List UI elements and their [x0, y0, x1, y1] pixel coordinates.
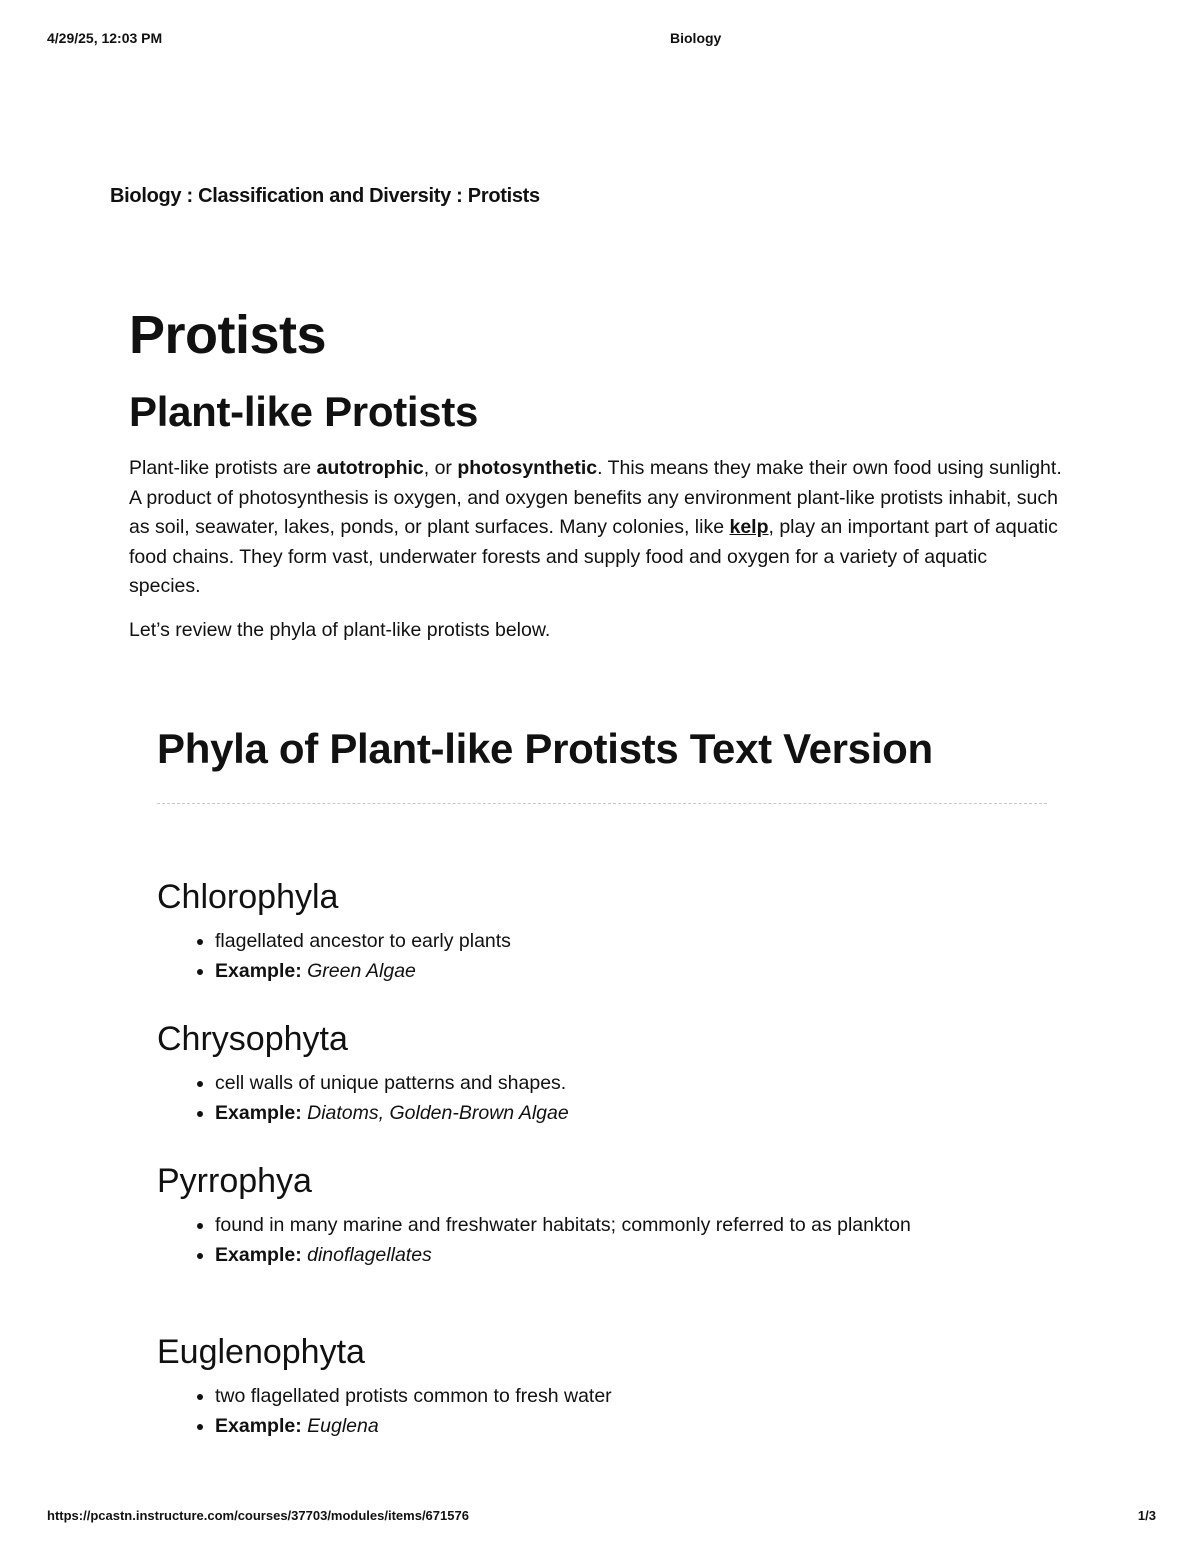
phylum-euglenophyta [157, 1330, 1047, 1441]
page-indicator: 1/3 [1137, 1508, 1156, 1523]
phyla-title: Phyla of Plant-like Protists Text Version [157, 725, 933, 772]
print-header [0, 30, 1200, 50]
print-url: https://pcastn.instructure.com/courses/37703/modules/items/671576 [47, 1508, 469, 1523]
example-value: Euglena [307, 1414, 379, 1437]
page-title: Protists [129, 305, 327, 365]
section-title: Plant-like Protists [129, 388, 479, 435]
intro-text: , play an important part of aquatic food chains. They form vast, underwater forests and supply food and oxygen for a variety of aquatic species. [129, 516, 1058, 597]
example-value: Diatoms, Golden-Brown Algae [307, 1101, 569, 1124]
phylum-description: • cell walls of unique patterns and shapes. [215, 1069, 975, 1099]
phylum-description: • flagellated ancestor to early plants [215, 927, 975, 957]
example-label: Example: [215, 1101, 302, 1124]
breadcrumb-separator: : [450, 185, 468, 207]
phylum-name: Chlorophyla [157, 878, 339, 916]
intro-text: Plant-like protists are [129, 457, 317, 479]
phylum-example [215, 1412, 975, 1442]
example-label: Example: [215, 959, 302, 982]
intro-text: , or [423, 457, 458, 479]
print-footer [0, 1508, 1200, 1528]
breadcrumb-item-classification[interactable]: Classification and Diversity [198, 185, 451, 207]
page-content [129, 300, 1079, 645]
phylum-chlorophyla [157, 875, 1047, 986]
breadcrumb-separator: : [181, 185, 199, 207]
example-value: dinoflagellates [307, 1243, 432, 1266]
phylum-name: Pyrrophya [157, 1162, 312, 1200]
kelp-link[interactable]: kelp [729, 516, 769, 538]
phylum-example [215, 1241, 975, 1271]
phylum-details [157, 1069, 975, 1128]
phylum-details [157, 1382, 975, 1441]
phylum-details [157, 1211, 975, 1270]
review-text: Let’s review the phyla of plant-like protists below. [129, 618, 551, 641]
phylum-name: Chrysophyta [157, 1020, 348, 1058]
phyla-section [157, 725, 1047, 804]
phylum-description: • two flagellated protists common to fresh water [215, 1382, 975, 1412]
divider [157, 803, 1047, 804]
print-timestamp: 4/29/25, 12:03 PM [47, 30, 163, 46]
phylum-name: Euglenophyta [157, 1333, 365, 1371]
print-site-title: Biology [670, 30, 722, 46]
example-value: Green Algae [307, 959, 416, 982]
phylum-description: • found in many marine and freshwater habitats; commonly referred to as plankton [215, 1211, 975, 1241]
phylum-example [215, 957, 975, 987]
phylum-pyrrophya [157, 1159, 1047, 1270]
breadcrumb-item-current: Protists [467, 185, 540, 207]
example-label: Example: [215, 1414, 302, 1437]
phylum-example [215, 1099, 975, 1129]
intro-text: . This means they make their own food using sunlight. A product of photosynthesis is oxygen, and oxygen benefits any environment plant-like protists inhabit, such as soil, seawater, lakes, ponds, or plant surfaces. Many colonies, like [129, 457, 1062, 538]
intro-paragraph [129, 454, 1064, 602]
term-photosynthetic: photosynthetic [457, 457, 598, 479]
phylum-details [157, 927, 975, 986]
breadcrumb-item-biology[interactable]: Biology [110, 185, 182, 207]
term-autotrophic: autotrophic [316, 457, 424, 479]
phylum-chrysophyta [157, 1017, 1047, 1128]
breadcrumb [110, 185, 540, 208]
example-label: Example: [215, 1243, 302, 1266]
